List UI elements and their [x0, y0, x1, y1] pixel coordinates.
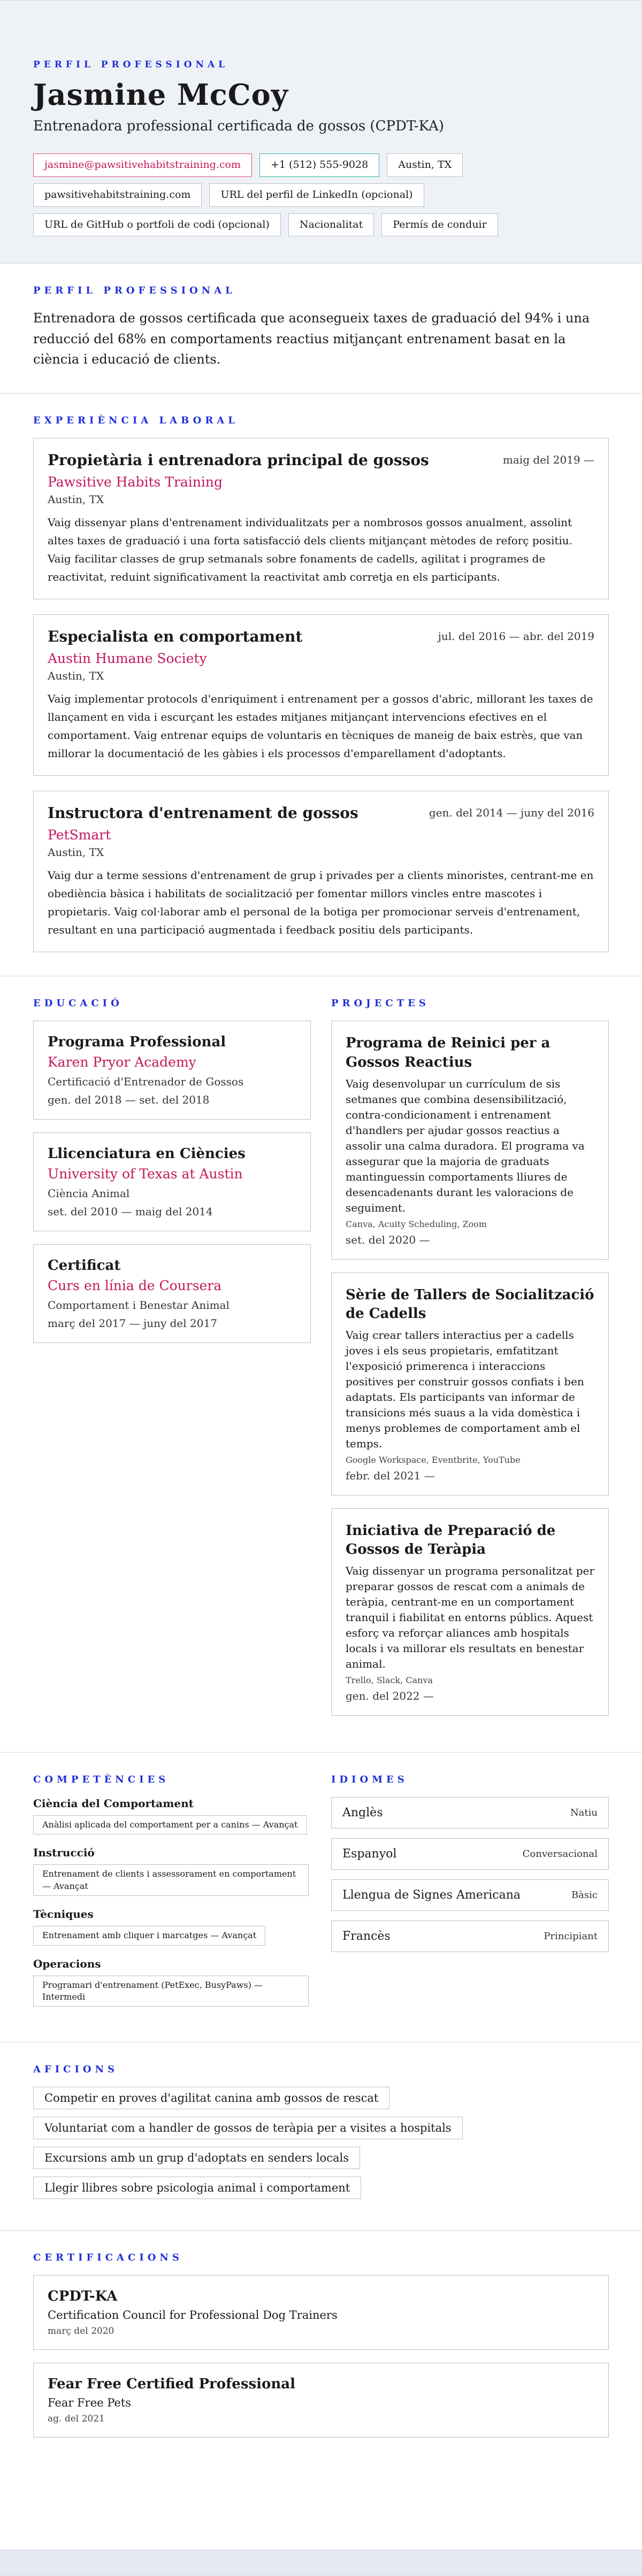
skill-group-name: Operacions [33, 1957, 101, 1970]
project-date: febr. del 2021 — [346, 1469, 435, 1482]
hobbies-section [0, 2042, 642, 2231]
project-tools: Canva, Acuity Scheduling, Zoom [346, 1218, 487, 1229]
summary-section [0, 264, 642, 394]
header-eyebrow: PERFIL PROFESSIONAL [33, 59, 229, 70]
job-description: Vaig dissenyar plans d'entrenament individualitzats per a nombrosos gossos anualment, assolint altes taxes de graduació i una forta satisfacció dels clients mitjançant mètodes de reforç positiu. Vaig facilitar classes de grup setmanals sobre fonaments de cadells, agilitat i programes de reactivitat, reduint significativament la reactivitat amb corretja en els participants. [48, 516, 573, 584]
job-entry [33, 791, 609, 952]
project-date: gen. del 2022 — [346, 1689, 434, 1702]
skill-group [33, 1908, 311, 1945]
education-column [33, 998, 311, 1729]
skills-column [33, 1774, 311, 2018]
education-school: University of Texas at Austin [48, 1166, 243, 1182]
project-title: Programa de Reinici per a Gossos Reactius [346, 1035, 551, 1070]
certification-date: ag. del 2021 [48, 2413, 105, 2425]
website-link[interactable]: pawsitivehabitstraining.com [33, 183, 202, 207]
job-title: Propietària i entrenadora principal de gossos [48, 451, 429, 469]
projects-heading: PROJECTES [331, 998, 430, 1009]
resume-header [0, 1, 642, 264]
experience-heading: EXPERIÈNCIA LABORAL [33, 415, 239, 427]
education-degree: Certificat [48, 1258, 121, 1274]
education-heading: EDUCACIÓ [33, 998, 123, 1009]
education-projects-section [0, 976, 642, 1753]
job-company: PetSmart [48, 827, 111, 843]
skill-group [33, 1797, 311, 1834]
education-dates: set. del 2010 — maig del 2014 [48, 1205, 213, 1218]
languages-heading: IDIOMES [331, 1773, 408, 1785]
hobbies-heading: AFICIONS [33, 2064, 119, 2076]
skill-item: Anàlisi aplicada del comportament per a canins — Avançat [33, 1815, 307, 1834]
email-link[interactable]: jasmine@pawsitivehabitstraining.com [33, 153, 252, 177]
education-school: Curs en línia de Coursera [48, 1278, 222, 1294]
hobby-item: Excursions amb un grup d'adoptats en senders locals [33, 2147, 360, 2169]
project-entry [331, 1021, 609, 1259]
linkedin-link[interactable]: URL del perfil de LinkedIn (opcional) [209, 183, 424, 207]
summary-heading: PERFIL PROFESSIONAL [33, 285, 236, 297]
job-entry [33, 438, 609, 599]
education-entry [33, 1244, 311, 1343]
experience-section [0, 394, 642, 976]
certification-entry [33, 2275, 609, 2350]
job-company: Pawsitive Habits Training [48, 474, 223, 490]
skills-languages-section [0, 1753, 642, 2042]
skill-item: Entrenament de clients i assessorament en comportament — Avançat [33, 1864, 309, 1896]
certification-title: CPDT-KA [48, 2288, 118, 2305]
hobby-item: Competir en proves d'agilitat canina amb gossos de rescat [33, 2087, 389, 2109]
education-dates: març del 2017 — juny del 2017 [48, 1317, 217, 1330]
project-tools: Google Workspace, Eventbrite, YouTube [346, 1454, 521, 1465]
skill-group-name: Tècniques [33, 1908, 94, 1921]
candidate-name: Jasmine McCoy [33, 78, 289, 112]
education-entry [33, 1132, 311, 1231]
language-level: Principiant [544, 1930, 598, 1942]
github-link[interactable]: URL de GitHub o portfoli de codi (opcional) [33, 213, 281, 237]
language-name: Francès [342, 1929, 391, 1943]
education-field: Certificació d'Entrenador de Gossos [48, 1075, 244, 1089]
certifications-heading: CERTIFICACIONS [33, 2252, 183, 2264]
skill-item: Entrenament amb cliquer i marcatges — Avançat [33, 1926, 265, 1945]
project-date: set. del 2020 — [346, 1233, 430, 1246]
languages-column [331, 1774, 609, 2018]
skill-group-name: Ciència del Comportament [33, 1796, 194, 1810]
phone-link[interactable]: +1 (512) 555-9028 [259, 153, 379, 177]
certification-date: març del 2020 [48, 2326, 114, 2337]
skill-item: Programari d'entrenament (PetExec, BusyPaws) — Intermedi [33, 1976, 309, 2007]
certification-issuer: Certification Council for Professional Dog Trainers [48, 2309, 338, 2322]
education-school: Karen Pryor Academy [48, 1054, 196, 1070]
job-location: Austin, TX [48, 669, 104, 683]
education-field: Comportament i Benestar Animal [48, 1299, 230, 1312]
hobby-item: Voluntariat com a handler de gossos de teràpia per a visites a hospitals [33, 2117, 463, 2139]
job-description: Vaig dur a terme sessions d'entrenament de grup i privades per a clients minoristes, centrant-me en obediència bàsica i habilitats de socialització per fomentar millors vincles entre mascotes i propietaris. Vaig col·laborar amb el personal de la botiga per promocionar serveis d'entrenament, resultant en una participació augmentada i feedback positiu dels participants. [48, 869, 594, 937]
nationality-chip: Nacionalitat [288, 213, 374, 237]
certification-entry [33, 2363, 609, 2438]
education-entry [33, 1021, 311, 1120]
certification-issuer: Fear Free Pets [48, 2396, 132, 2410]
education-degree: Programa Professional [48, 1034, 226, 1051]
job-title: Instructora d'entrenament de gossos [48, 804, 358, 822]
project-description: Vaig dissenyar un programa personalitzat per preparar gossos de rescat com a animals de teràpia, centrant-me en un comportament tranquil i fiabilitat en entorns públics. Aquest esforç va reforçar aliances amb hospitals locals i va millorar els resultats en benestar animal. [346, 1564, 594, 1670]
skill-group-name: Instrucció [33, 1846, 95, 1860]
language-item [331, 1797, 609, 1829]
job-location: Austin, TX [48, 846, 104, 859]
skills-heading: COMPETÈNCIES [33, 1773, 170, 1785]
page-footer-band [0, 2550, 642, 2575]
job-company: Austin Humane Society [48, 651, 207, 667]
projects-column [331, 998, 609, 1729]
job-location: Austin, TX [48, 493, 104, 506]
project-tools: Trello, Slack, Canva [346, 1675, 433, 1685]
job-dates: maig del 2019 — [502, 453, 594, 467]
language-level: Natiu [570, 1807, 598, 1818]
education-degree: Llicenciatura en Ciències [48, 1146, 246, 1162]
project-description: Vaig desenvolupar un currículum de sis setmanes que combina desensibilització, contra-condicionament i entrenament d'handlers per ajudar gossos reactius a assolir una calma duradora. El programa va assegurar que la majoria de graduats mantinguessin comportaments lliures de desencadenants durant les valoracions de seguiment. [346, 1077, 585, 1214]
job-title: Especialista en comportament [48, 628, 303, 646]
language-item [331, 1838, 609, 1870]
hobby-item: Llegir llibres sobre psicologia animal i comportament [33, 2177, 361, 2199]
project-title: Sèrie de Tallers de Socialització de Cadells [346, 1286, 594, 1322]
skill-group [33, 1957, 311, 2007]
language-name: Llengua de Signes Americana [342, 1888, 521, 1902]
language-name: Espanyol [342, 1847, 397, 1861]
job-entry [33, 614, 609, 776]
job-dates: jul. del 2016 — abr. del 2019 [438, 630, 594, 643]
language-name: Anglès [342, 1806, 383, 1819]
education-dates: gen. del 2018 — set. del 2018 [48, 1093, 210, 1107]
skill-group [33, 1846, 311, 1896]
project-entry [331, 1508, 609, 1716]
job-dates: gen. del 2014 — juny del 2016 [429, 806, 594, 820]
license-chip: Permís de conduir [381, 213, 498, 237]
candidate-title: Entrenadora professional certificada de gossos (CPDT-KA) [33, 118, 444, 134]
certification-title: Fear Free Certified Professional [48, 2376, 295, 2393]
language-level: Bàsic [571, 1889, 598, 1901]
project-title: Iniciativa de Preparació de Gossos de Teràpia [346, 1522, 556, 1557]
contact-list [33, 153, 574, 236]
project-entry [331, 1272, 609, 1495]
education-field: Ciència Animal [48, 1187, 130, 1200]
language-item [331, 1879, 609, 1911]
location-chip: Austin, TX [387, 153, 463, 177]
certifications-section [0, 2231, 642, 2461]
job-description: Vaig implementar protocols d'enriquiment i entrenament per a gossos d'abric, millorant les taxes de llançament en vida i escurçant les estades mitjanes mitjançant intervencions efectives en el comportament. Vaig entrenar equips de voluntaris en tècniques de maneig de baix estrès, que van millorar la documentació de les gàbies i els processos d'emparellament d'adoptants. [48, 692, 593, 760]
language-item [331, 1921, 609, 1952]
summary-text: Entrenadora de gossos certificada que aconsegueix taxes de graduació del 94% i una reducció del 68% en comportaments reactius mitjançant entrenament basat en la ciència i educació de clients. [33, 311, 590, 367]
project-description: Vaig crear tallers interactius per a cadells joves i els seus propietaris, emfatitzant l'exposició primerenca i interaccions positives per construir gossos confiats i ben adaptats. Els participants van informar de transicions més suaus a la vida domèstica i menys problemes de comportament amb el temps. [346, 1328, 584, 1450]
language-level: Conversacional [522, 1848, 598, 1860]
